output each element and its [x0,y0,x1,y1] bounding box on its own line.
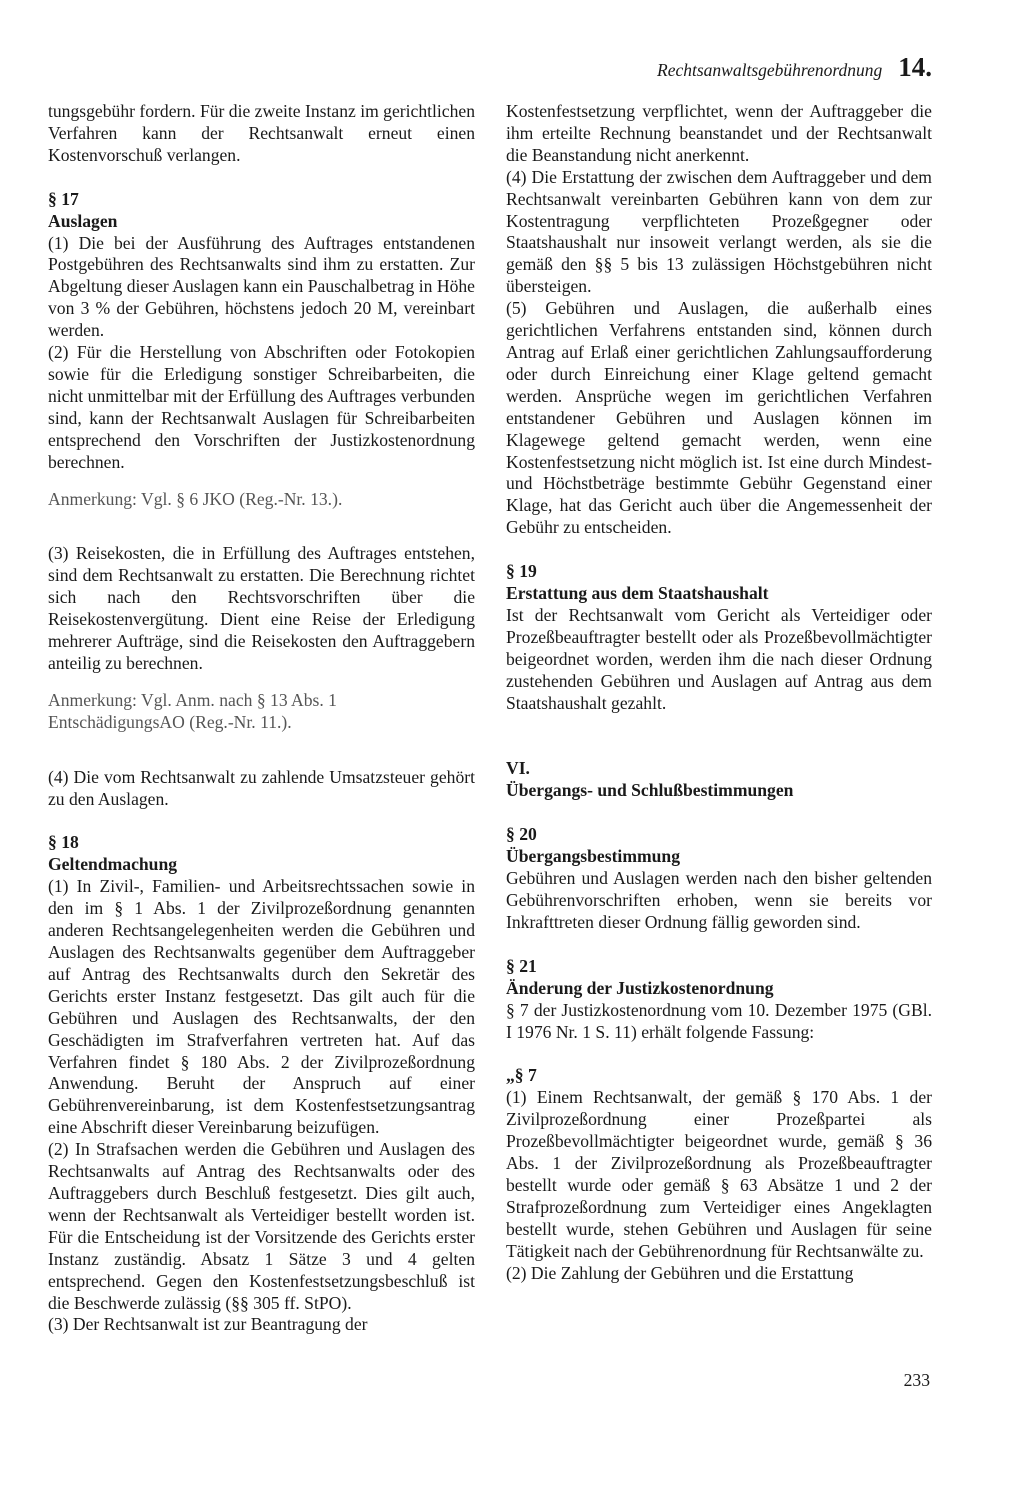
section-21-number: § 21 [506,955,537,976]
page-header [657,52,932,83]
section-20-number: § 20 [506,824,537,845]
section-18-paragraph-5: (5) Gebühren und Auslagen, die außerhalb eines gerichtlichen Verfahrens entstanden sind, können durch Antrag auf Erlaß einer gerichtlichen Zahlungsaufforderung oder durch Einreichung einer Klage geltend gemacht werden. Ansprüche wegen im gerichtlichen Verfahren entstandener Gebühren und Auslagen können im Klagewege geltend gemacht werden, wenn eine Kostenfestsetzung nicht möglich ist. Ist eine durch Mindest- und Höchstbeträge bestimmte Gebühr Gegenstand einer Klage, hat das Gericht auch über die Angemessenheit der Gebühr zu entscheiden. [506,298,932,538]
intro-paragraph: tungsgebühr fordern. Für die zweite Instanz im gerichtlichen Verfahren kann der Rechtsanwalt erneut einen Kostenvorschuß verlangen. [48,101,476,165]
right-column [506,101,932,1285]
section-20-title: Übergangsbestimmung [506,846,680,867]
chapter-number: 14. [898,52,932,82]
section-17-note-1: Anmerkung: Vgl. § 6 JKO (Reg.-Nr. 13.). [48,488,343,509]
section-17-paragraph-1: (1) Die bei der Ausführung des Auftrages entstandenen Postgebühren des Rechtsanwalts sind ihm zu erstatten. Zur Abgeltung dieser Auslagen kann ein Pauschalbetrag in Höhe von 3 % der Gebühren, höchstens jedoch 20 M, vereinbart werden. [48,232,475,341]
section-17-number: § 17 [48,188,79,209]
section-17-title: Auslagen [48,210,118,231]
section-17-paragraph-4: (4) Die vom Rechtsanwalt zu zahlende Umsatzsteuer gehört zu den Auslagen. [48,766,475,809]
section-19-number: § 19 [506,561,537,582]
section-18-paragraph-1: (1) In Zivil-, Familien- und Arbeitsrechtssachen sowie in den im § 1 Abs. 1 der Zivilprozeßordnung genannten anderen Rechtsangelegenheiten werden die Gebühren und Auslagen des Rechtsanwalts gegenüber dem Auftraggeber auf Antrag des Rechtsanwalts durch den Sekretär des Gerichts erster Instanz festgesetzt. Das gilt auch für die Gebühren und Auslagen des Rechtsanwalts, der den Geschädigten im Strafverfahren vertreten hat. Auf das Verfahren findet § 180 Abs. 2 der Zivilprozeßordnung Anwendung. Beruht der Anspruch auf einer Gebührenvereinbarung, ist dem Kostenfestsetzungsantrag eine Abschrift dieser Vereinbarung beizufügen. [48,876,475,1138]
section-18-number: § 18 [48,832,79,853]
continuation-paragraph: Kostenfestsetzung verpflichtet, wenn der Auftraggeber die ihm erteilte Rechnung beanstandet und der Rechtsanwalt die Beanstandung nicht anerkennt. [506,101,932,165]
section-19-title: Erstattung aus dem Staatshaushalt [506,583,769,604]
section-21-title: Änderung der Justizkostenordnung [506,977,774,998]
quoted-section-7-number: „§ 7 [506,1065,537,1086]
section-19-paragraph-1: Ist der Rechtsanwalt vom Gericht als Verteidiger oder Prozeßbeauftragter bestellt oder als Prozeßbevollmächtigter beigeordnet worden, werden ihm die nach dieser Ordnung zustehenden Gebühren und Auslagen auf Antrag aus dem Staatshaushalt gezahlt. [506,604,932,713]
part-title: Übergangs- und Schlußbestimmungen [506,780,794,801]
page-number: 233 [903,1370,930,1390]
section-18-paragraph-3: (3) Der Rechtsanwalt ist zur Beantragung der [48,1314,368,1335]
section-20-paragraph-1: Gebühren und Auslagen werden nach den bisher geltenden Gebührenvorschriften erhoben, wenn sie bereits vor Inkrafttreten dieser Ordnung fällig geworden sind. [506,868,932,932]
part-number: VI. [506,758,530,779]
left-column [48,101,475,1336]
section-18-title: Geltendmachung [48,854,178,875]
section-17-note-2: Anmerkung: Vgl. Anm. nach § 13 Abs. 1 EntschädigungsAO (Reg.-Nr. 11.). [48,689,337,732]
quoted-section-7-paragraph-2: (2) Die Zahlung der Gebühren und die Erstattung [506,1262,854,1283]
section-17-paragraph-3: (3) Reisekosten, die in Erfüllung des Auftrages entstehen, sind dem Rechtsanwalt zu erstatten. Die Berechnung richtet sich nach den Rechtsvorschriften über die Reisekostenvergütung. Dient eine Reise der Erledigung mehrerer Aufträge, sind die Reisekosten den Auftraggebern anteilig zu berechnen. [48,543,475,673]
quoted-section-7-paragraph-1: (1) Einem Rechtsanwalt, der gemäß § 170 Abs. 1 der Zivilprozeßordnung einer Prozeßpartei als Prozeßbevollmächtigter beigeordnet wurde, gemäß § 36 Abs. 1 der Zivilprozeßordnung als Prozeßbeauftragter bestellt wurde oder gemäß § 63 Absätze 1 und 2 der Strafprozeßordnung zum Verteidiger eines Angeklagten bestellt wurde, stehen Gebühren und Auslagen für seine Tätigkeit nach der Gebührenordnung für Rechtsanwälte zu. [506,1087,932,1261]
section-18-paragraph-4: (4) Die Erstattung der zwischen dem Auftraggeber und dem Rechtsanwalt vereinbarten Gebühren kann von dem zur Kostentragung verpflichteten Prozeßgegner oder Staatshaushalt nur insoweit verlangt werden, als sie die gemäß den §§ 5 bis 13 zulässigen Höchstgebühren nicht übersteigen. [506,166,932,297]
section-18-paragraph-2: (2) In Strafsachen werden die Gebühren und Auslagen des Rechtsanwalts auf Antrag des Rechtsanwalts oder des Auftraggebers durch Beschluß festgesetzt. Dies gilt auch, wenn der Rechtsanwalt als Verteidiger bestellt worden ist. Für die Entscheidung ist der Vorsitzende des Gerichts erster Instanz zuständig. Absatz 1 Sätze 3 und 4 gelten entsprechend. Gegen den Kostenfestsetzungsbeschluß ist die Beschwerde zulässig (§§ 305 ff. StPO). [48,1139,475,1313]
running-title: Rechtsanwaltsgebührenordnung [657,60,883,80]
section-17-paragraph-2: (2) Für die Herstellung von Abschriften oder Fotokopien sowie für die Erledigung sonstiger Schreibarbeiten, die nicht unmittelbar mit der Erfüllung des Auftrages verbunden sind, kann der Rechtsanwalt Auslagen für Schreibarbeiten entsprechend den Vorschriften der Justizkostenordnung berechnen. [48,342,475,472]
section-21-paragraph-1: § 7 der Justizkostenordnung vom 10. Dezember 1975 (GBl. I 1976 Nr. 1 S. 11) erhält folgende Fassung: [506,999,932,1042]
